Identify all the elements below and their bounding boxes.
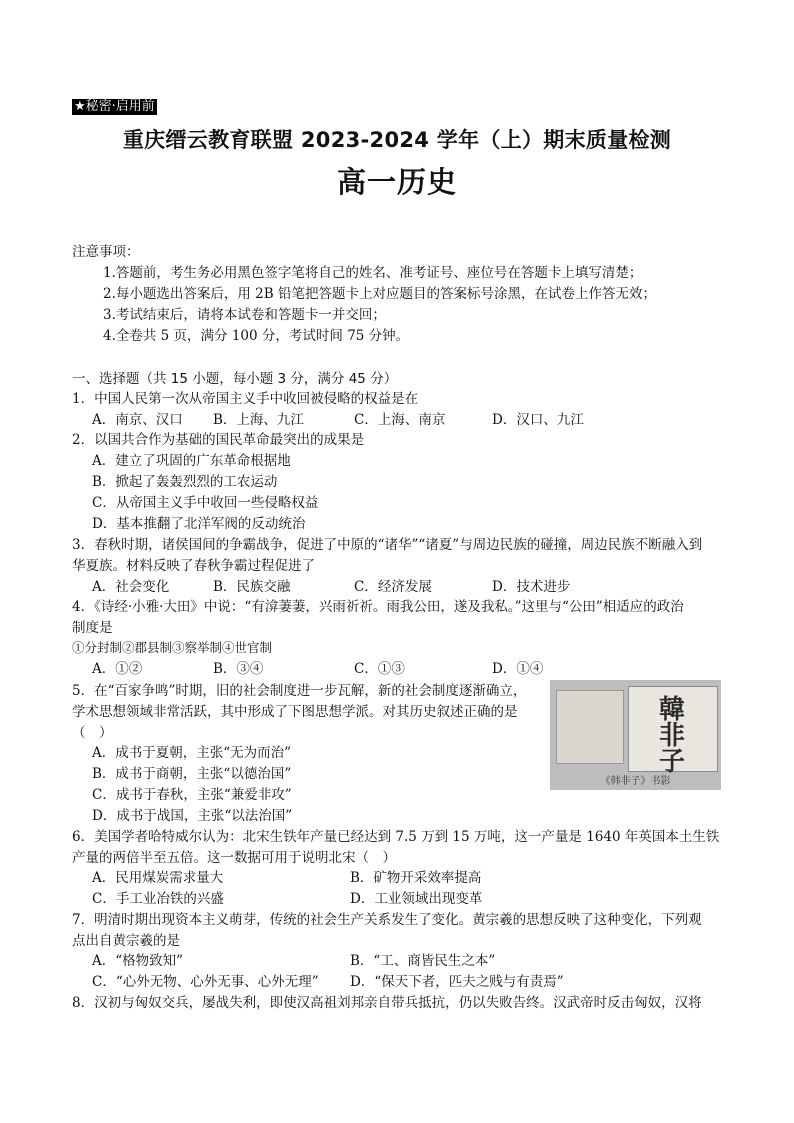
question-stem: 5．在“百家争鸣”时期，旧的社会制度进一步瓦解，新的社会制度逐渐确立， [72,683,527,699]
option-a: A．南京、汉口 [92,412,183,428]
book-photo [550,680,721,790]
option-c: C．①③ [354,661,405,677]
option-a: A．“格物致知” [92,953,184,969]
option-c: C．成书于春秋，主张“兼爱非攻” [92,787,292,803]
book-title-char: 韓 [659,695,686,725]
question-stem-cont: 点出自黄宗羲的是 [72,933,180,949]
option-b: B．民族交融 [213,579,291,595]
option-d: D．工业领域出现变革 [350,891,483,907]
option-b: B．③④ [213,661,264,677]
option-b: B．矿物开采效率提高 [350,870,482,886]
question-stem: 6．美国学者哈特威尔认为：北宋生铁年产量已经达到 7.5 万到 15 万吨，这一产量是 1640 年英国本土生铁 [72,829,720,845]
section-heading: 一、选择题（共 15 小题，每小题 3 分，满分 45 分） [72,371,398,387]
question-stem: 3．春秋时期，诸侯国间的争霸战争，促进了中原的“诸华”“诸夏”与周边民族的碰撞，周边民族不断融入到 [72,537,703,553]
question-stem: 2．以国共合作为基础的国民革命最突出的成果是 [72,432,365,448]
option-d: D．成书于战国，主张“以法治国” [92,808,293,824]
option-c: C．经济发展 [354,579,432,595]
option-b: B．“工、商皆民生之本” [350,953,496,969]
question-stem: 1．中国人民第一次从帝国主义手中收回被侵略的权益是在 [72,391,419,407]
book-title-char: 非 [659,721,686,751]
option-b: B．上海、九江 [213,412,304,428]
answer-blank: （ ） [72,725,113,741]
option-d: D．汉口、九江 [492,412,584,428]
option-c: C．“心外无物、心外无事、心外无理” [92,974,319,990]
note-item: 2.每小题选出答案后，用 2B 铅笔把答题卡上对应题目的答案标号涂黑，在试卷上作答无效； [103,286,656,302]
option-d: D．“保天下者，匹夫之贱与有责焉” [350,974,564,990]
option-a: A．民用煤炭需求量大 [92,870,224,886]
option-c: C．从帝国主义手中收回一些侵略权益 [92,495,319,511]
question-stem: 4．《诗经·小雅·大田》中说：“有渰萋萋，兴雨祈祈。雨我公田，遂及我私。”这里与“公田”相适应的政治 [72,599,684,615]
book-page-right [628,686,718,777]
option-a: A．①② [92,661,143,677]
question-stem-cont: 华夏族。材料反映了春秋争霸过程促进了 [72,558,315,574]
note-item: 4.全卷共 5 页，满分 100 分，考试时间 75 分钟。 [103,328,410,344]
option-a: A．建立了巩固的广东革命根据地 [92,453,291,469]
book-title-char: 子 [659,747,686,777]
option-d: D．技术进步 [492,579,571,595]
figure-caption: 《韩非子》书影 [600,776,671,787]
note-item: 1.答题前，考生务必用黑色签字笔将自己的姓名、准考证号、座位号在答题卡上填写清楚； [103,265,643,281]
option-d: D．基本推翻了北洋军阀的反动统治 [92,516,306,532]
question-stem-cont: 学术思想领域非常活跃，其中形成了下图思想学派。对其历史叙述正确的是 [72,704,518,720]
option-d: D．①④ [492,661,544,677]
book-page-left [556,690,624,764]
option-b: B．掀起了轰轰烈烈的工农运动 [92,474,278,490]
option-b: B．成书于商朝，主张“以德治国” [92,766,292,782]
subject-title: 高一历史 [336,165,457,199]
question-stem-cont: 产量的两倍半至五倍。这一数据可用于说明北宋（ ） [72,850,396,866]
notes-heading: 注意事项： [72,244,140,260]
option-c: C．上海、南京 [354,412,446,428]
option-a: A．社会变化 [92,579,170,595]
exam-title: 重庆缙云教育联盟 2023-2024 学年（上）期末质量检测 [122,128,672,152]
option-a: A．成书于夏朝，主张“无为而治” [92,745,292,761]
question-stem-cont: 制度是 [72,620,113,636]
option-c: C．手工业冶铁的兴盛 [92,891,224,907]
question-stem: 8．汉初与匈奴交兵，屡战失利，即使汉高祖刘邦亲自带兵抵抗，仍以失败告终。汉武帝时反击匈奴，汉将 [72,995,702,1011]
note-item: 3.考试结束后，请将本试卷和答题卡一并交回； [103,307,386,323]
question-choices: ①分封制②郡县制③察举制④世官制 [72,640,273,655]
secret-badge: ★秘密·启用前 [74,99,155,114]
question-stem: 7．明清时期出现资本主义萌芽，传统的社会生产关系发生了变化。黄宗羲的思想反映了这种变化，下列观 [72,912,702,928]
